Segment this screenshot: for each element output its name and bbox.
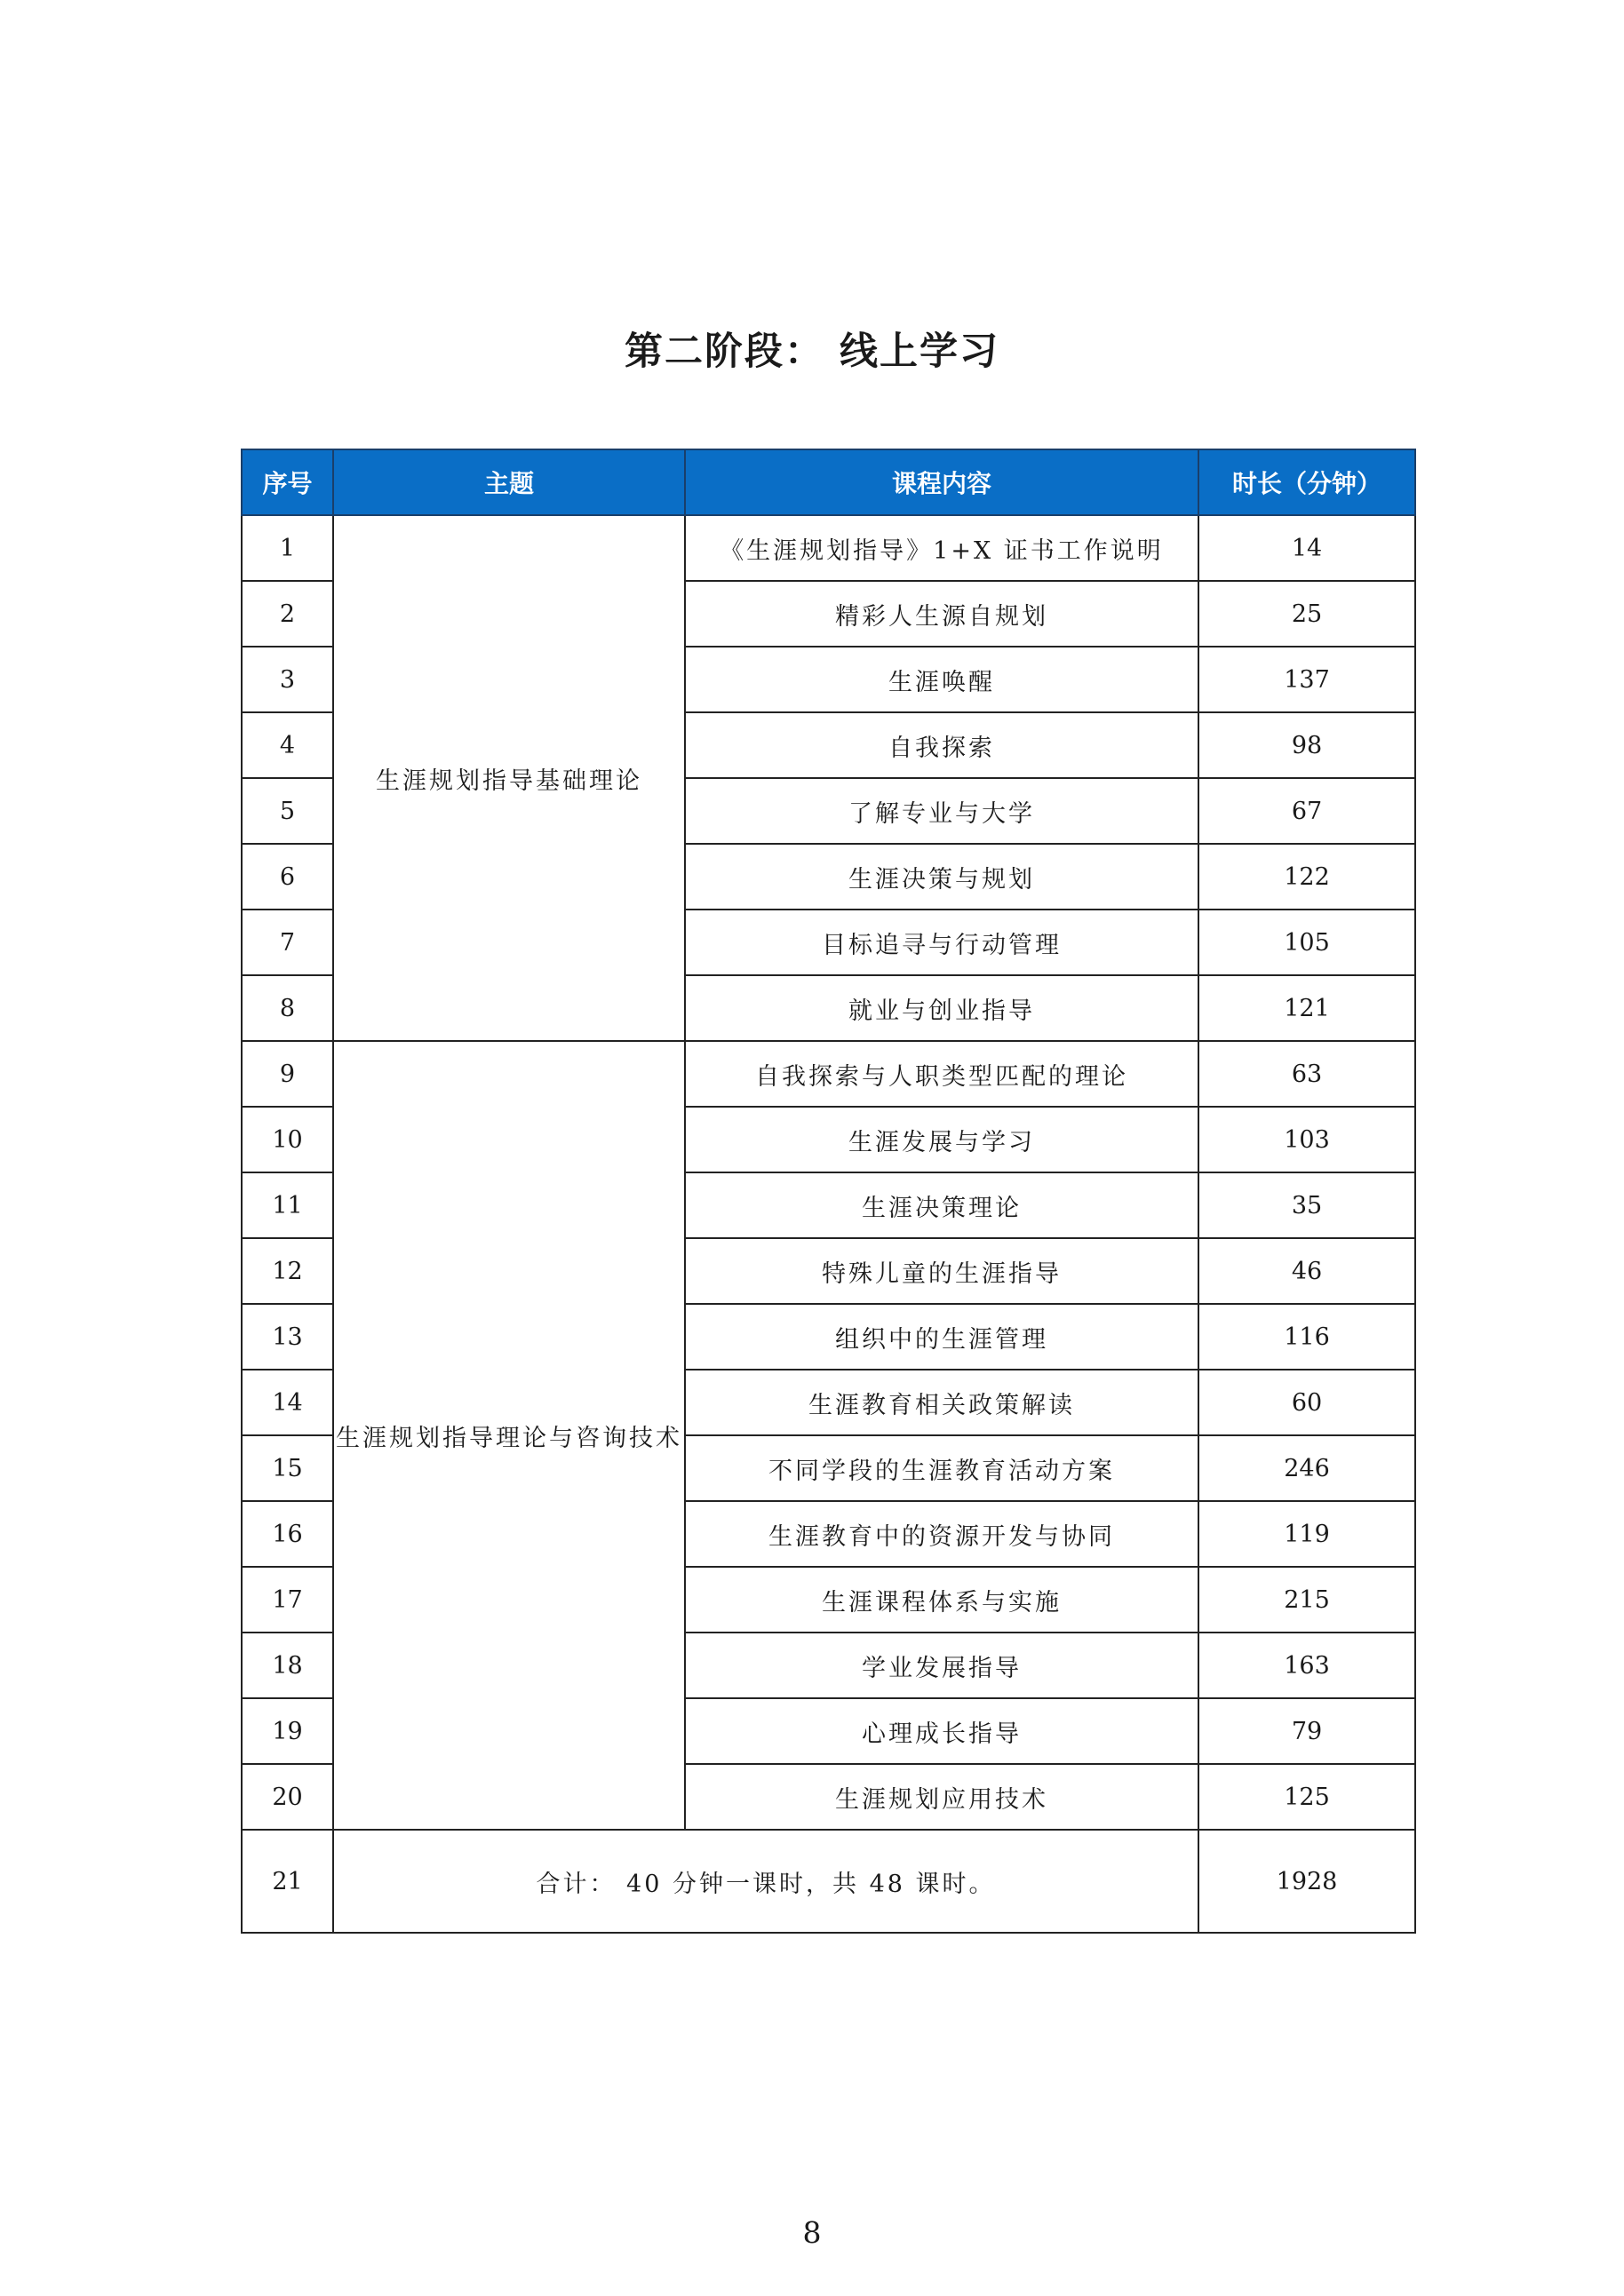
row-no: 11 (242, 1172, 333, 1238)
row-duration: 163 (1198, 1633, 1415, 1698)
row-content: 目标追寻与行动管理 (685, 910, 1198, 975)
row-content: 生涯决策与规划 (685, 844, 1198, 910)
row-content: 自我探索 (685, 712, 1198, 778)
row-no: 12 (242, 1238, 333, 1304)
row-duration: 79 (1198, 1698, 1415, 1764)
row-duration: 67 (1198, 778, 1415, 844)
row-duration: 125 (1198, 1764, 1415, 1830)
row-no: 15 (242, 1435, 333, 1501)
row-no: 1 (242, 515, 333, 581)
row-content: 生涯唤醒 (685, 647, 1198, 712)
row-content: 生涯教育相关政策解读 (685, 1370, 1198, 1435)
theme-cell: 生涯规划指导理论与咨询技术 (333, 1041, 685, 1830)
row-content: 特殊儿童的生涯指导 (685, 1238, 1198, 1304)
table-row (242, 1041, 1415, 1107)
row-content: 《生涯规划指导》1+X 证书工作说明 (685, 515, 1198, 581)
row-duration: 246 (1198, 1435, 1415, 1501)
row-content: 生涯教育中的资源开发与协同 (685, 1501, 1198, 1567)
row-duration: 103 (1198, 1107, 1415, 1172)
row-content: 生涯决策理论 (685, 1172, 1198, 1238)
row-no: 3 (242, 647, 333, 712)
row-no: 7 (242, 910, 333, 975)
total-row (242, 1830, 1415, 1933)
row-duration: 122 (1198, 844, 1415, 910)
row-content: 生涯规划应用技术 (685, 1764, 1198, 1830)
row-duration: 116 (1198, 1304, 1415, 1370)
table-header-row (242, 449, 1415, 515)
row-duration: 119 (1198, 1501, 1415, 1567)
theme-cell: 生涯规划指导基础理论 (333, 515, 685, 1041)
row-content: 生涯发展与学习 (685, 1107, 1198, 1172)
row-duration: 25 (1198, 581, 1415, 647)
row-duration: 46 (1198, 1238, 1415, 1304)
page-title: 第二阶段： 线上学习 (625, 330, 999, 374)
row-no: 9 (242, 1041, 333, 1107)
header-duration: 时长（分钟） (1198, 449, 1415, 515)
row-duration: 60 (1198, 1370, 1415, 1435)
header-theme: 主题 (333, 449, 685, 515)
row-no: 5 (242, 778, 333, 844)
row-content: 学业发展指导 (685, 1633, 1198, 1698)
row-content: 了解专业与大学 (685, 778, 1198, 844)
header-no: 序号 (242, 449, 333, 515)
row-no: 20 (242, 1764, 333, 1830)
row-no: 10 (242, 1107, 333, 1172)
row-no: 6 (242, 844, 333, 910)
row-content: 自我探索与人职类型匹配的理论 (685, 1041, 1198, 1107)
row-duration: 137 (1198, 647, 1415, 712)
row-content: 就业与创业指导 (685, 975, 1198, 1041)
row-no: 4 (242, 712, 333, 778)
row-no: 16 (242, 1501, 333, 1567)
row-content: 生涯课程体系与实施 (685, 1567, 1198, 1633)
row-duration: 63 (1198, 1041, 1415, 1107)
row-no: 17 (242, 1567, 333, 1633)
page-number: 8 (802, 2215, 822, 2250)
row-duration: 35 (1198, 1172, 1415, 1238)
row-duration: 215 (1198, 1567, 1415, 1633)
total-text: 合计： 40 分钟一课时，共 48 课时。 (333, 1830, 1198, 1933)
row-no: 18 (242, 1633, 333, 1698)
total-duration: 1928 (1198, 1830, 1415, 1933)
header-content: 课程内容 (685, 449, 1198, 515)
row-duration: 105 (1198, 910, 1415, 975)
row-duration: 98 (1198, 712, 1415, 778)
row-no: 14 (242, 1370, 333, 1435)
row-content: 精彩人生源自规划 (685, 581, 1198, 647)
row-content: 组织中的生涯管理 (685, 1304, 1198, 1370)
row-no: 2 (242, 581, 333, 647)
row-duration: 121 (1198, 975, 1415, 1041)
table-row (242, 515, 1415, 581)
row-duration: 14 (1198, 515, 1415, 581)
row-no: 8 (242, 975, 333, 1041)
course-table (241, 449, 1416, 1934)
row-no: 19 (242, 1698, 333, 1764)
total-no: 21 (242, 1830, 333, 1933)
row-content: 心理成长指导 (685, 1698, 1198, 1764)
row-content: 不同学段的生涯教育活动方案 (685, 1435, 1198, 1501)
row-no: 13 (242, 1304, 333, 1370)
